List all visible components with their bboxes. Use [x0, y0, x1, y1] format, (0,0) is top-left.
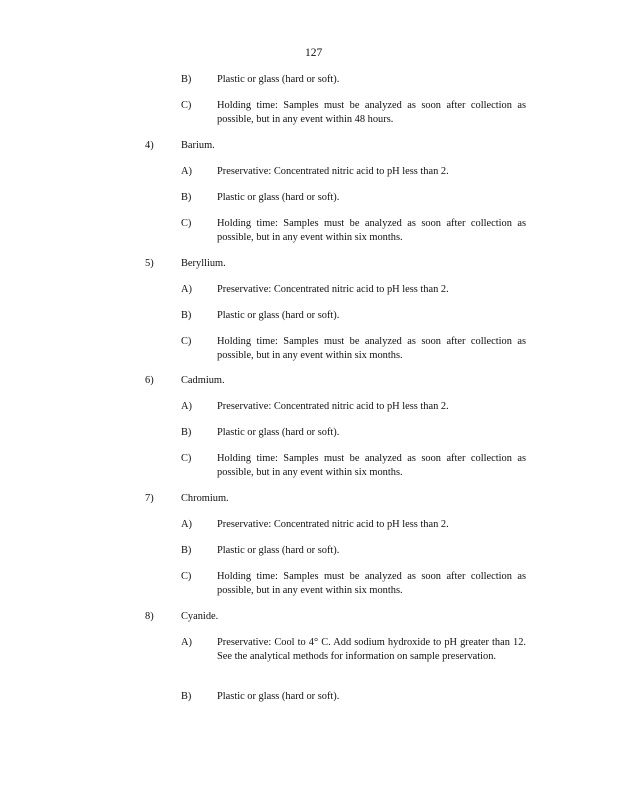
item-label: A)	[181, 401, 192, 412]
section-title: Cyanide.	[181, 611, 219, 622]
section-title: Cadmium.	[181, 375, 225, 386]
item-label: C)	[181, 218, 192, 229]
item-label: C)	[181, 571, 192, 582]
item-text: Plastic or glass (hard or soft).	[217, 427, 340, 438]
section-title: Chromium.	[181, 493, 229, 504]
item-label: C)	[181, 100, 192, 111]
item-text: Preservative: Concentrated nitric acid to pH less than 2.	[217, 519, 449, 530]
item-text: Plastic or glass (hard or soft).	[217, 691, 340, 702]
item-label: B)	[181, 192, 192, 203]
item-label: A)	[181, 637, 192, 648]
item-text: Holding time: Samples must be analyzed as soon after collection as possible, but in any event within six months.	[217, 453, 526, 478]
item-label: C)	[181, 453, 192, 464]
item-text: Holding time: Samples must be analyzed as soon after collection as possible, but in any event within 48 hours.	[217, 100, 526, 125]
item-label: A)	[181, 519, 192, 530]
item-text: Preservative: Cool to 4° C. Add sodium hydroxide to pH greater than 12. See the analytical methods for information on sample preservation.	[217, 637, 526, 662]
item-text: Preservative: Concentrated nitric acid to pH less than 2.	[217, 401, 449, 412]
section-number: 8)	[145, 611, 154, 622]
page-number: 127	[305, 47, 323, 59]
section-number: 5)	[145, 258, 154, 269]
item-text: Preservative: Concentrated nitric acid to pH less than 2.	[217, 166, 449, 177]
item-text: Preservative: Concentrated nitric acid to pH less than 2.	[217, 284, 449, 295]
item-text: Holding time: Samples must be analyzed as soon after collection as possible, but in any event within six months.	[217, 336, 526, 361]
item-text: Holding time: Samples must be analyzed as soon after collection as possible, but in any event within six months.	[217, 571, 526, 596]
item-label: A)	[181, 166, 192, 177]
section-title: Barium.	[181, 140, 215, 151]
item-label: C)	[181, 336, 192, 347]
item-text: Plastic or glass (hard or soft).	[217, 310, 340, 321]
item-label: B)	[181, 310, 192, 321]
item-label: B)	[181, 545, 192, 556]
section-number: 7)	[145, 493, 154, 504]
section-number: 4)	[145, 140, 154, 151]
item-text: Plastic or glass (hard or soft).	[217, 192, 340, 203]
item-label: B)	[181, 691, 192, 702]
item-label: B)	[181, 427, 192, 438]
item-text: Holding time: Samples must be analyzed as soon after collection as possible, but in any event within six months.	[217, 218, 526, 243]
section-number: 6)	[145, 375, 154, 386]
item-text: Plastic or glass (hard or soft).	[217, 74, 340, 85]
section-title: Beryllium.	[181, 258, 226, 269]
item-text: Plastic or glass (hard or soft).	[217, 545, 340, 556]
item-label: B)	[181, 74, 192, 85]
item-label: A)	[181, 284, 192, 295]
